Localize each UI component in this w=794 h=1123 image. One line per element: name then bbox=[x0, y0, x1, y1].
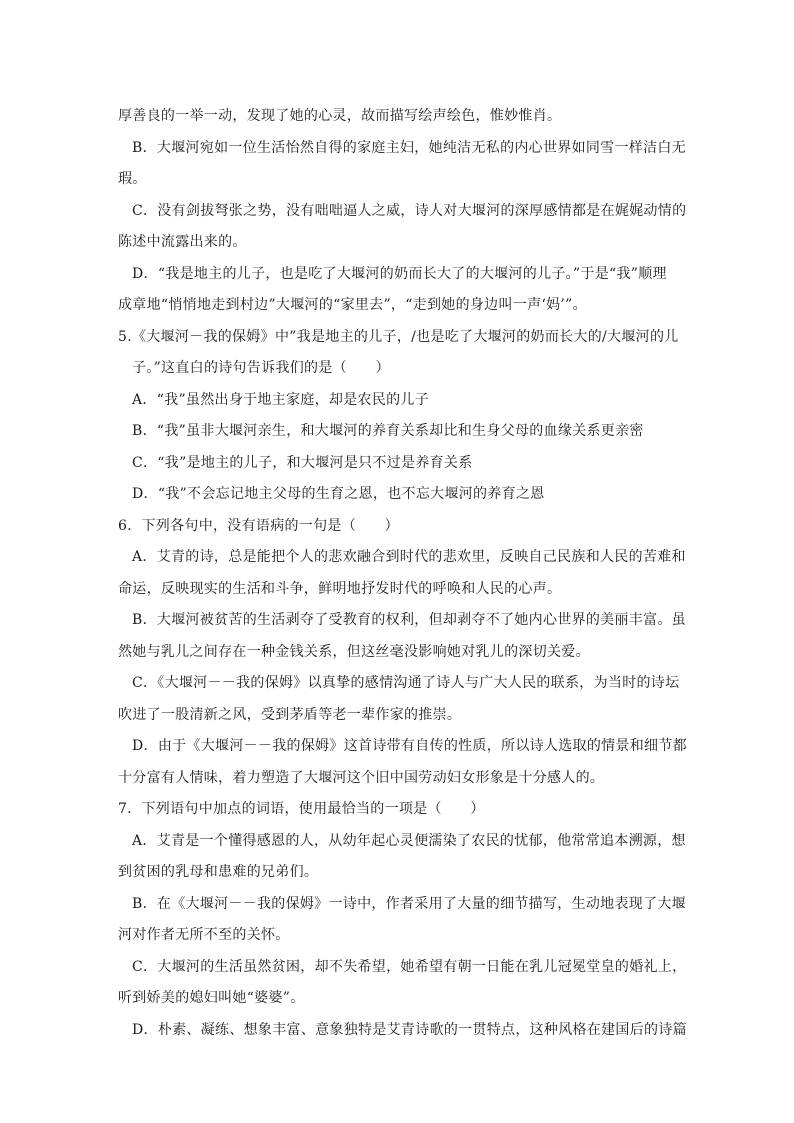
text-line: 然她与乳儿之间存在一种金钱关系，但这丝毫没影响她对乳儿的深切关爱。 bbox=[118, 643, 590, 660]
option-c: C．《大堰河－－我的保姆》以真挚的感情沟通了诗人与广大人民的联系，为当时的诗坛 bbox=[132, 675, 680, 691]
text-body bbox=[118, 101, 688, 1046]
option-a: A．艾青的诗，总是能把个人的悲欢融合到时代的悲欢里，反映自己民族和人民的苦难和 bbox=[132, 549, 686, 565]
text-line: 听到娇美的媳妇叫她“婆婆”。 bbox=[118, 990, 305, 1006]
option-d: D．由于《大堰河－－我的保姆》这首诗带有自传的性质，所以诗人选取的情景和细节都 bbox=[132, 738, 687, 754]
text-line: 十分富有人情味，着力塑造了大堰河这个旧中国劳动妇女形象是十分感人的。 bbox=[118, 769, 605, 786]
option-b: B．在《大堰河－－我的保姆》一诗中，作者采用了大量的细节描写，生动地表现了大堰 bbox=[132, 895, 686, 912]
option-b: B．大堰河宛如一位生活怡然自得的家庭主妇，她纯洁无私的内心世界如同雪一样洁白无 bbox=[132, 139, 686, 156]
text-line: 子。”这直白的诗句告诉我们的是（ ） bbox=[132, 360, 390, 376]
text-line: 陈述中流露出来的。 bbox=[118, 234, 247, 250]
option-a: A．艾青是一个懂得感恩的人，从幼年起心灵便濡染了农民的忧郁，他常常追本溯源，想 bbox=[132, 832, 686, 849]
option-a: A．“我”虽然出身于地主家庭，却是农民的儿子 bbox=[132, 391, 430, 408]
text-line: 吹进了一股清新之风，受到茅盾等老一辈作家的推崇。 bbox=[118, 706, 462, 723]
option-c: C．大堰河的生活虽然贫困，却不失希望，她希望有朝一日能在乳儿冠冕堂皇的婚礼上， bbox=[132, 958, 687, 975]
option-b: B．“我”虽非大堰河亲生，和大堰河的养育关系却比和生身父母的血缘关系更亲密 bbox=[132, 423, 644, 439]
option-b: B．大堰河被贫苦的生活剥夺了受教育的权利，但却剥夺不了她内心世界的美丽丰富。虽 bbox=[132, 612, 686, 628]
option-d: D．朴素、凝练、想象丰富、意象独特是艾青诗歌的一贯特点，这种风格在建国后的诗篇 bbox=[132, 1021, 687, 1038]
text-line: 到贫困的乳母和患难的兄弟们。 bbox=[118, 864, 319, 880]
text-line: 成章地“悄悄地走到村边”大堰河的“家里去”，“走到她的身边叫一声‘妈’”。 bbox=[118, 297, 587, 313]
text-line: 命运，反映现实的生活和斗争，鲜明地抒发时代的呼唤和人民的心声。 bbox=[118, 580, 562, 597]
text-line: 厚善良的一举一动，发现了她的心灵，故而描写绘声绘色，惟妙惟肖。 bbox=[118, 108, 562, 124]
option-c: C．没有剑拔弩张之势，没有咄咄逼人之威，诗人对大堰河的深厚感情都是在娓娓动情的 bbox=[132, 202, 687, 219]
text-line: 瑕。 bbox=[118, 171, 147, 187]
option-c: C．“我”是地主的儿子，和大堰河是只不过是养育关系 bbox=[132, 454, 473, 471]
question-7: 7．下列语句中加点的词语，使用最恰当的一项是（ ） bbox=[118, 801, 485, 817]
option-d: D．“我是地主的儿子，也是吃了大堰河的奶而长大了的大堰河的儿子。”于是“我”顺理 bbox=[132, 265, 667, 282]
text-line: 河对作者无所不至的关怀。 bbox=[118, 927, 290, 943]
question-5: 5.《大堰河－我的保姆》中”我是地主的儿子，/也是吃了大堰河的奶而长大的/大堰河的儿 bbox=[118, 328, 679, 345]
option-d: D．“我”不会忘记地主父母的生育之恩，也不忘大堰河的养育之恩 bbox=[132, 486, 545, 502]
question-6: 6．下列各句中，没有语病的一句是（ ） bbox=[118, 517, 399, 534]
